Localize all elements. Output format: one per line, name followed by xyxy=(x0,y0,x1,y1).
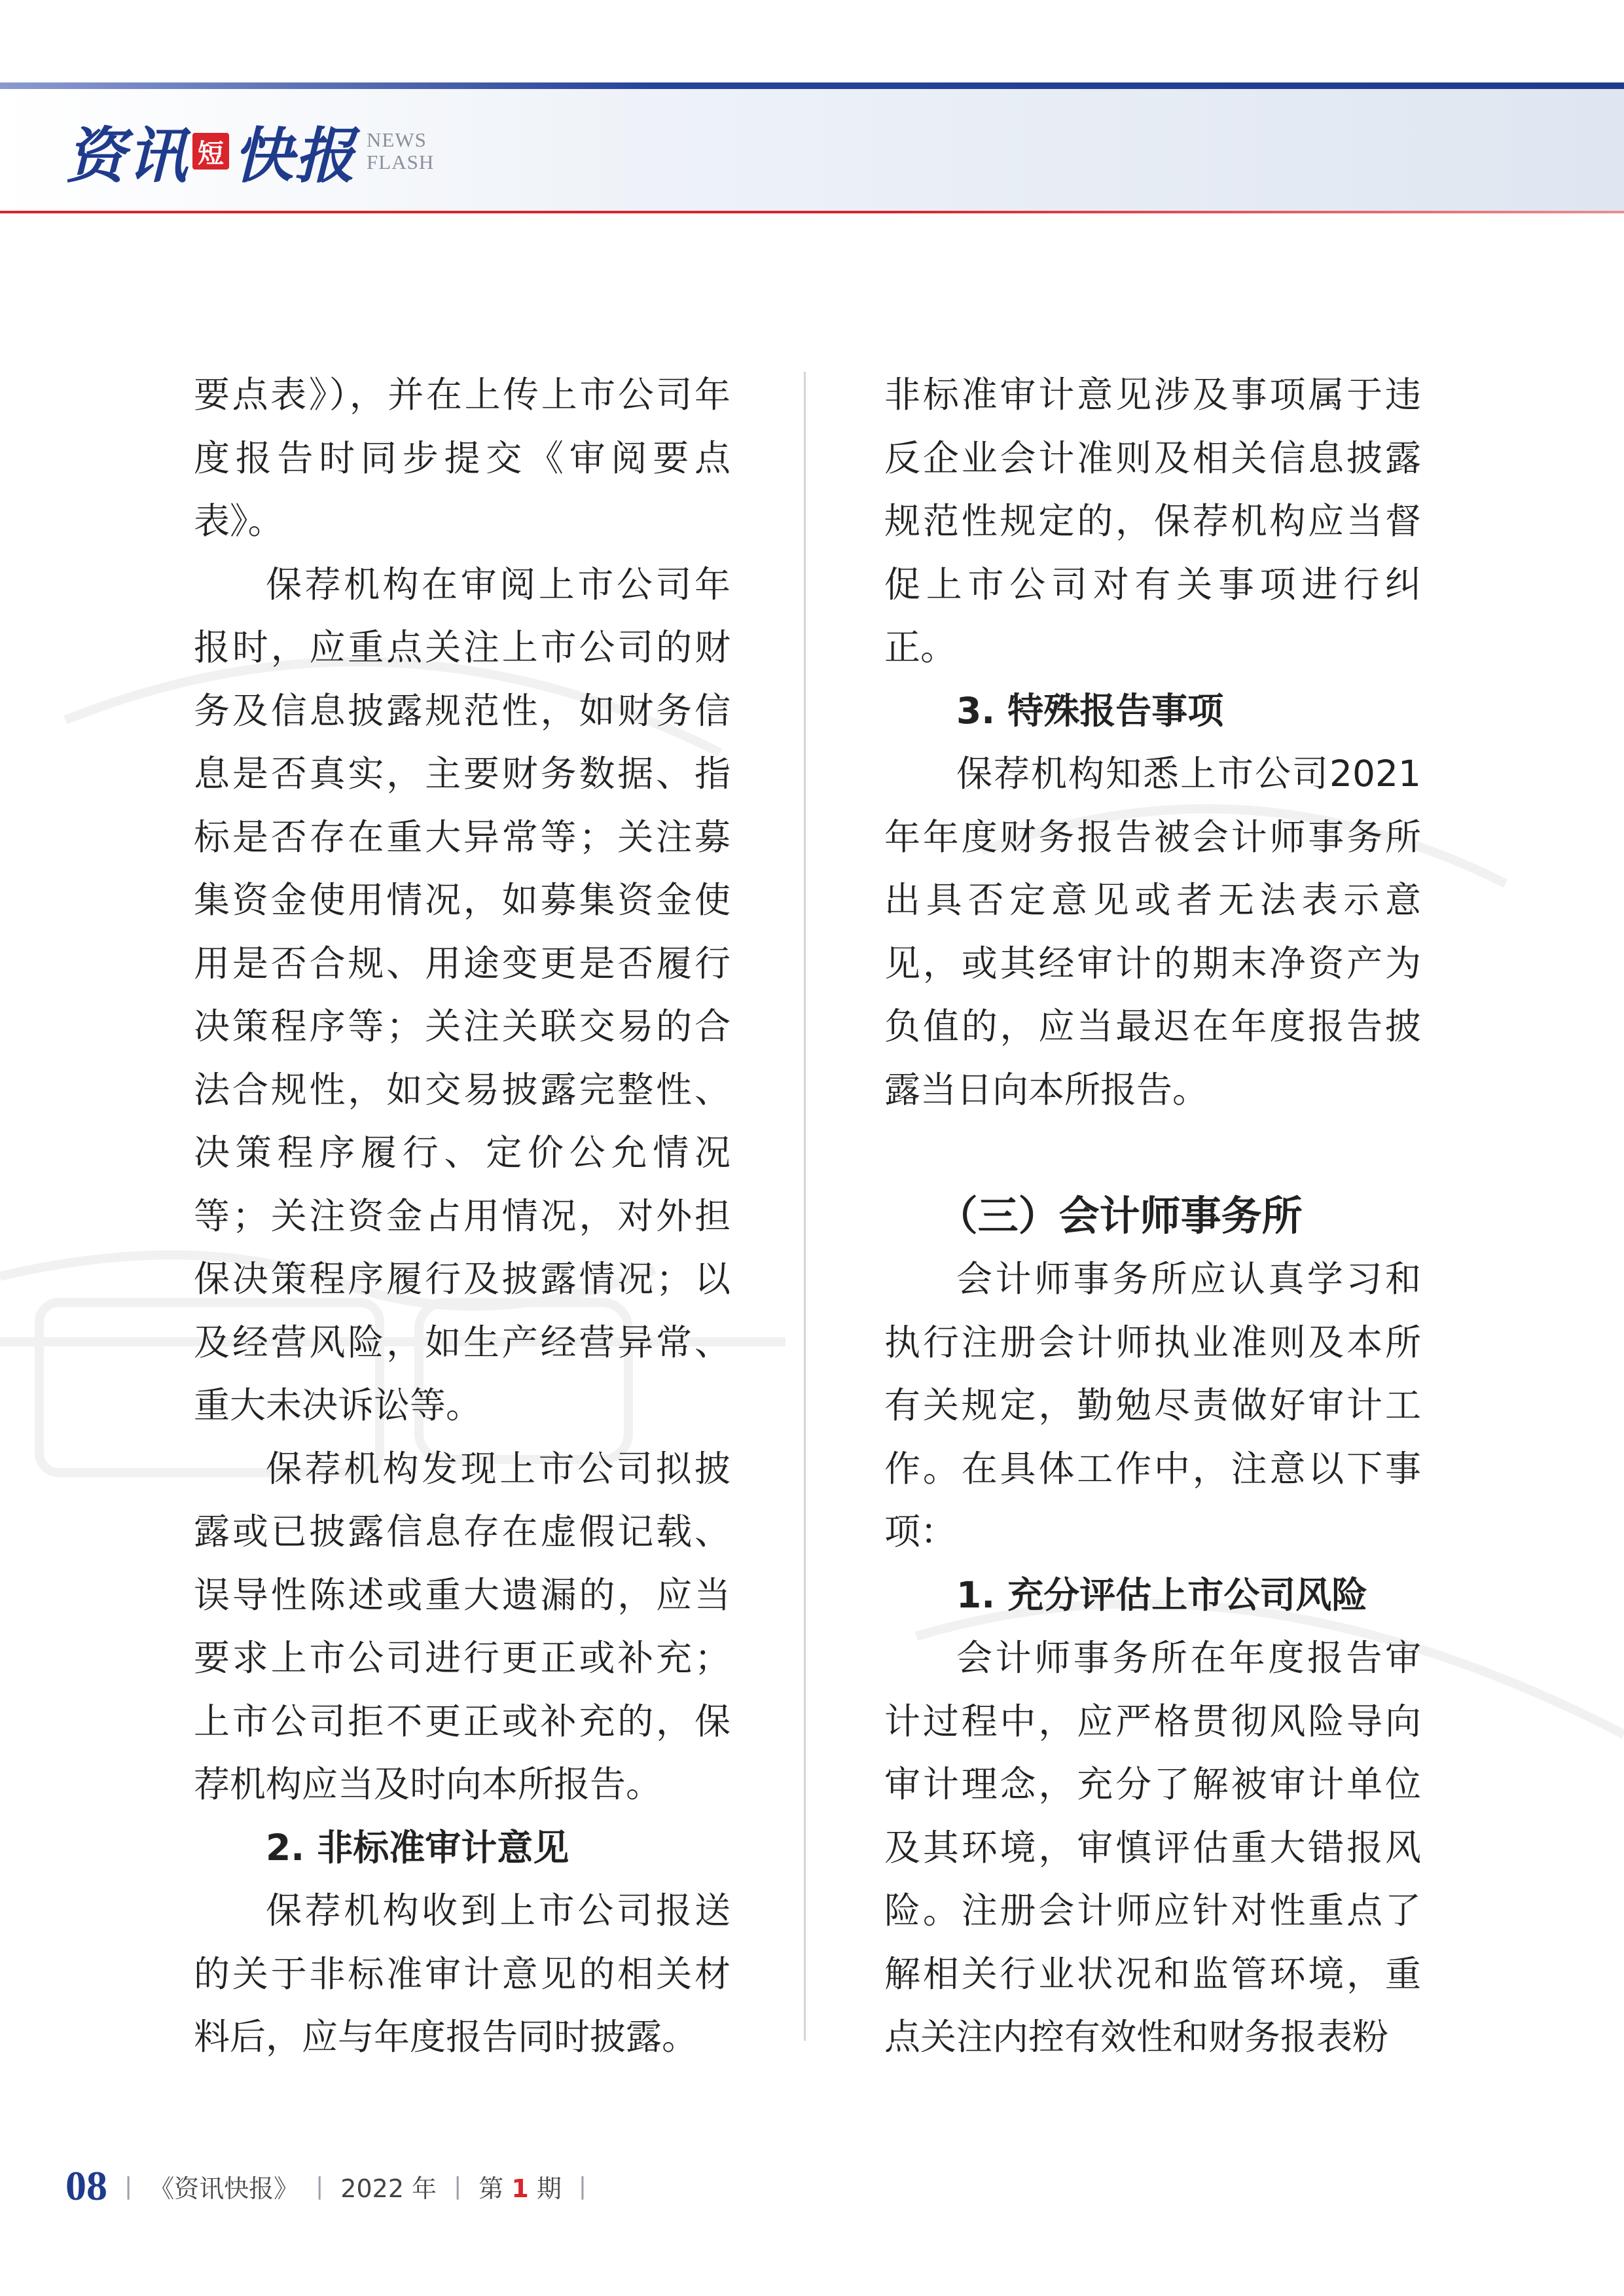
page-footer xyxy=(65,2160,586,2212)
footer-separator: | xyxy=(124,2172,133,2200)
section-heading-accounting-firm: （三）会计师事务所 xyxy=(937,1191,1303,1240)
logo-en-news: NEWS xyxy=(367,128,427,151)
issue-prefix: 第 xyxy=(478,2174,504,2203)
right-paragraph-3: 会计师事务所应认真学习和执行注册会计师执业准则及本所有关规定，勤勉尽责做好审计工作。在具体工作中，注意以下事项： xyxy=(884,1258,1421,1552)
issue-number: 1 xyxy=(511,2174,529,2203)
logo-seal-icon: 短 xyxy=(192,133,229,170)
left-paragraph-2: 保荐机构在审阅上市公司年报时，应重点关注上市公司的财务及信息披露规范性，如财务信息是否真实，主要财务数据、指标是否存在重大异常等；关注募集资金使用情况，如募集资金使用是否合规、用途变更是否履行决策程序等；关注关联交易的合法合规性，如交易披露完整性、决策程序履行、定价公允情况等；关注资金占用情况，对外担保决策程序履行及披露情况；以及经营风险，如生产经营异常、重大未决诉讼等。 xyxy=(194,563,731,1426)
logo-text-zixun: 资讯 xyxy=(65,120,189,191)
page-number: 08 xyxy=(65,2162,107,2209)
subheading-assess-risk: 1. 充分评估上市公司风险 xyxy=(956,1573,1368,1616)
footer-separator: | xyxy=(454,2172,462,2200)
right-paragraph-4: 会计师事务所在年度报告审计过程中，应严格贯彻风险导向审计理念，充分了解被审计单位及其环境，审慎评估重大错报风险。注册会计师应针对性重点了解相关行业状况和监管环境，重点关注内控有效性和财务报表粉 xyxy=(884,1637,1421,2058)
issue-suffix: 期 xyxy=(536,2174,562,2203)
subheading-special-report: 3. 特殊报告事项 xyxy=(956,689,1224,732)
footer-year: 2022 年 xyxy=(340,2174,437,2203)
right-paragraph-1: 非标准审计意见涉及事项属于违反企业会计准则及相关信息披露规范性规定的，保荐机构应当督促上市公司对有关事项进行纠正。 xyxy=(884,374,1421,668)
right-paragraph-2: 保荐机构知悉上市公司2021年年度财务报告被会计师事务所出具否定意见或者无法表示意见，或其经审计的期末净资产为负值的，应当最迟在年度报告披露当日向本所报告。 xyxy=(884,753,1421,1111)
section-spacer xyxy=(884,1121,1421,1185)
masthead-logo xyxy=(65,115,435,191)
right-column xyxy=(884,363,1421,2069)
header-red-rule xyxy=(0,211,1624,213)
left-paragraph-1: 要点表》），并在上传上市公司年度报告时同步提交《审阅要点表》。 xyxy=(194,374,731,542)
footer-separator: | xyxy=(316,2172,324,2200)
column-divider xyxy=(804,372,806,2041)
left-column xyxy=(194,363,731,2069)
left-paragraph-3: 保荐机构发现上市公司拟披露或已披露信息存在虚假记载、误导性陈述或重大遗漏的，应当要求上市公司进行更正或补充；上市公司拒不更正或补充的，保荐机构应当及时向本所报告。 xyxy=(194,1447,731,1805)
left-paragraph-4: 保荐机构收到上市公司报送的关于非标准审计意见的相关材料后，应与年度报告同时披露。 xyxy=(194,1890,731,2058)
logo-english xyxy=(367,129,434,173)
subheading-nonstandard-audit: 2. 非标准审计意见 xyxy=(266,1826,569,1869)
footer-separator: | xyxy=(578,2172,587,2200)
footer-publication: 《资讯快报》 xyxy=(149,2174,299,2203)
logo-en-flash: FLASH xyxy=(367,151,435,173)
footer-issue xyxy=(478,2168,562,2204)
header-top-strip xyxy=(0,82,1624,89)
logo-text-kuaibao: 快报 xyxy=(233,120,357,191)
